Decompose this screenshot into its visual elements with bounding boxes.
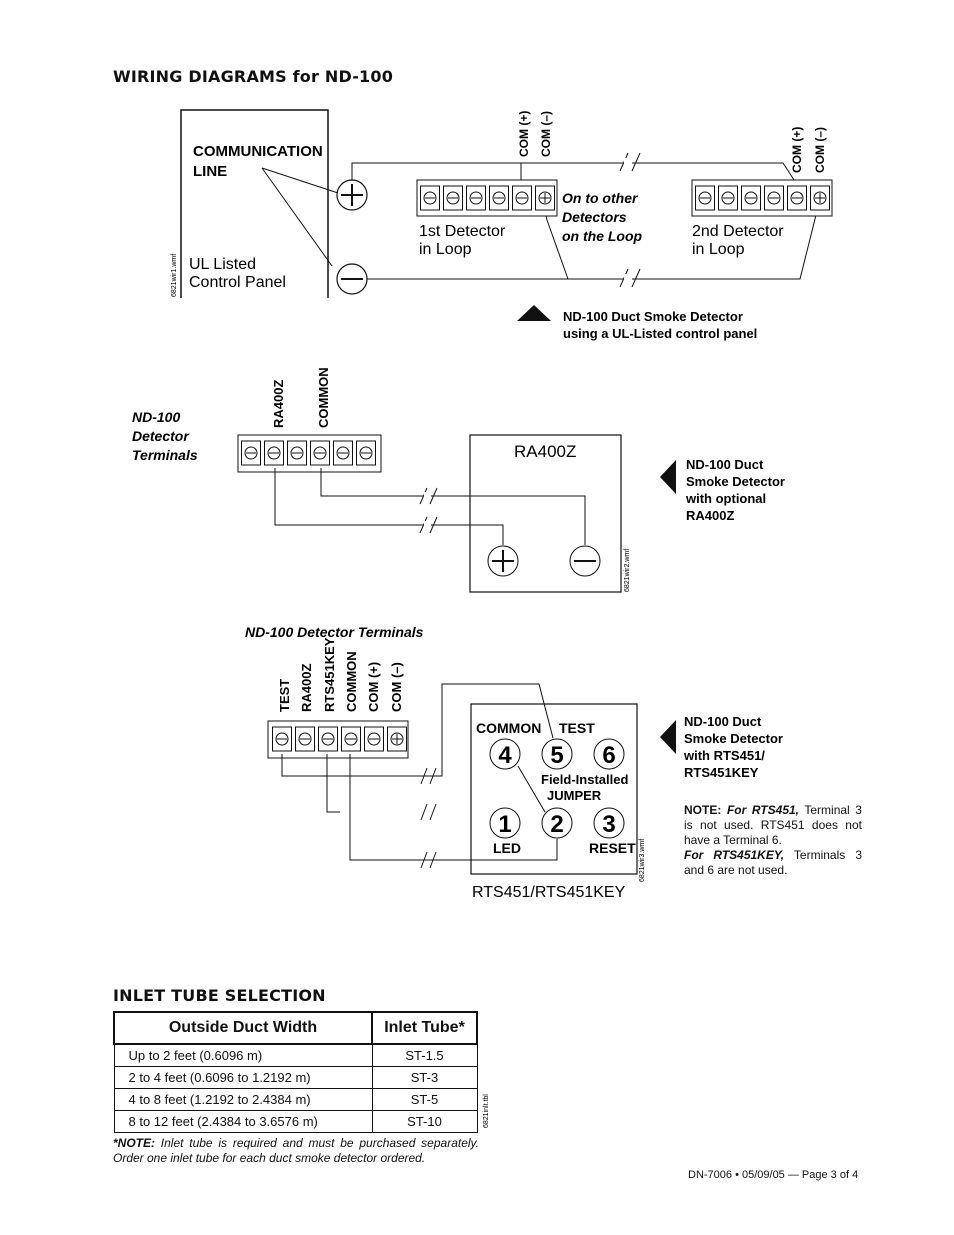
inlet-tube-heading: INLET TUBE SELECTION bbox=[113, 986, 326, 1005]
rts-terminal-6: 6 bbox=[602, 742, 616, 769]
d2-label-ra400z: RA400Z bbox=[271, 379, 286, 428]
detector1-label-line1: 1st Detector bbox=[419, 223, 506, 240]
rts-terminal-5: 5 bbox=[550, 742, 564, 769]
caption3-line3: with RTS451/ bbox=[684, 748, 765, 763]
caption2-line4: RA400Z bbox=[686, 508, 735, 523]
caption1-line2: using a UL-Listed control panel bbox=[563, 326, 758, 341]
d2-terminals-line2: Detector bbox=[132, 428, 189, 444]
file-id-2: 6821wir2.wmf bbox=[624, 548, 631, 592]
ra400z-box-label: RA400Z bbox=[514, 442, 577, 461]
table-row: 8 to 12 feet (2.4384 to 3.6576 m) ST-10 bbox=[114, 1111, 477, 1133]
d3-terminal-strip bbox=[268, 721, 408, 758]
rts-box-label: RTS451/RTS451KEY bbox=[472, 884, 626, 901]
table-row: 4 to 8 feet (1.2192 to 2.4384 m) ST-5 bbox=[114, 1089, 477, 1111]
rts-reset: RESET bbox=[589, 840, 636, 856]
caption3-line1: ND-100 Duct bbox=[684, 714, 762, 729]
rts-terminal-4: 4 bbox=[498, 742, 512, 769]
detector2-label-line1: 2nd Detector bbox=[692, 223, 784, 240]
rts-terminal-2: 2 bbox=[550, 811, 564, 838]
other-detectors-line3: on the Loop bbox=[562, 228, 643, 244]
d3-label-com-minus: COM (–) bbox=[389, 662, 404, 712]
table-row: Up to 2 feet (0.6096 m) ST-1.5 bbox=[114, 1044, 477, 1067]
caption2-line3: with optional bbox=[686, 491, 767, 506]
file-id-3: 6821wir3.wmf bbox=[639, 838, 646, 882]
d3-label-com-plus: COM (+) bbox=[366, 661, 381, 712]
other-detectors-line2: Detectors bbox=[562, 209, 627, 225]
jumper-line1: Field-Installed bbox=[541, 772, 629, 787]
panel-label-line1: UL Listed bbox=[189, 256, 256, 273]
table-header: Inlet Tube* bbox=[372, 1012, 477, 1044]
panel-title-line2: LINE bbox=[193, 163, 228, 180]
rts-note: NOTE: For RTS451, Terminal 3 is not used. RTS451 does not have a Terminal 6. For RTS451KEY, Terminals 3 and 6 are not used. bbox=[684, 803, 862, 877]
d2-terminal-strip bbox=[238, 435, 381, 472]
d2-label-common: COMMON bbox=[316, 367, 331, 428]
caption-arrow-1 bbox=[517, 305, 551, 321]
d3-label-common: COMMON bbox=[344, 651, 359, 712]
d3-label-test: TEST bbox=[277, 678, 292, 712]
caption2-line2: Smoke Detector bbox=[686, 474, 785, 489]
caption-arrow-2 bbox=[660, 460, 676, 494]
d2-com-minus: COM (–) bbox=[813, 127, 827, 173]
table-header-row bbox=[114, 1012, 477, 1044]
detector2-label-line2: in Loop bbox=[692, 241, 745, 258]
caption-arrow-3 bbox=[660, 720, 676, 754]
caption3-line4: RTS451KEY bbox=[684, 765, 759, 780]
d2-terminals-line1: ND-100 bbox=[132, 409, 181, 425]
diagram-control-panel-wiring bbox=[0, 0, 954, 360]
detector1-label-line2: in Loop bbox=[419, 241, 472, 258]
rts-terminal-3: 3 bbox=[602, 811, 616, 838]
table-file-id bbox=[480, 1080, 492, 1130]
panel-title-line1: COMMUNICATION bbox=[193, 143, 323, 160]
caption2-line1: ND-100 Duct bbox=[686, 457, 764, 472]
inlet-tube-table bbox=[113, 1011, 478, 1133]
table-row: 2 to 4 feet (0.6096 to 1.2192 m) ST-3 bbox=[114, 1067, 477, 1089]
rts-terminal-1: 1 bbox=[498, 811, 512, 838]
page-footer: DN-7006 • 05/09/05 — Page 3 of 4 bbox=[688, 1169, 859, 1181]
d2-terminals-line3: Terminals bbox=[132, 447, 198, 463]
caption3-line2: Smoke Detector bbox=[684, 731, 783, 746]
d1-com-minus: COM (–) bbox=[539, 111, 553, 157]
jumper-line2: JUMPER bbox=[547, 788, 602, 803]
wiring-diagrams-heading: WIRING DIAGRAMS for ND-100 bbox=[113, 67, 394, 86]
d3-label-ra400z: RA400Z bbox=[299, 663, 314, 712]
inlet-tube-note: *NOTE: Inlet tube is required and must be purchased separately. Order one inlet tube for each duct smoke detector ordered. bbox=[113, 1136, 479, 1165]
d1-com-plus: COM (+) bbox=[517, 110, 531, 157]
d2-com-plus: COM (+) bbox=[790, 126, 804, 173]
file-id-1: 6821wir1.wmf bbox=[171, 253, 178, 297]
d3-terminals-title: ND-100 Detector Terminals bbox=[245, 624, 424, 640]
rts-led: LED bbox=[493, 840, 521, 856]
table-header: Outside Duct Width bbox=[114, 1012, 372, 1044]
detector1-terminal-strip bbox=[417, 180, 557, 216]
detector2-terminal-strip bbox=[692, 180, 832, 216]
svg-text:6821inlt.tbl: 6821inlt.tbl bbox=[483, 1094, 490, 1128]
rts-common: COMMON bbox=[476, 720, 542, 736]
d3-label-rts451key: RTS451KEY bbox=[322, 637, 337, 712]
rts-test: TEST bbox=[559, 720, 595, 736]
diagram-ra400z-wiring bbox=[0, 360, 954, 620]
caption1-line1: ND-100 Duct Smoke Detector bbox=[563, 309, 743, 324]
other-detectors-line1: On to other bbox=[562, 190, 638, 206]
panel-label-line2: Control Panel bbox=[189, 274, 286, 291]
